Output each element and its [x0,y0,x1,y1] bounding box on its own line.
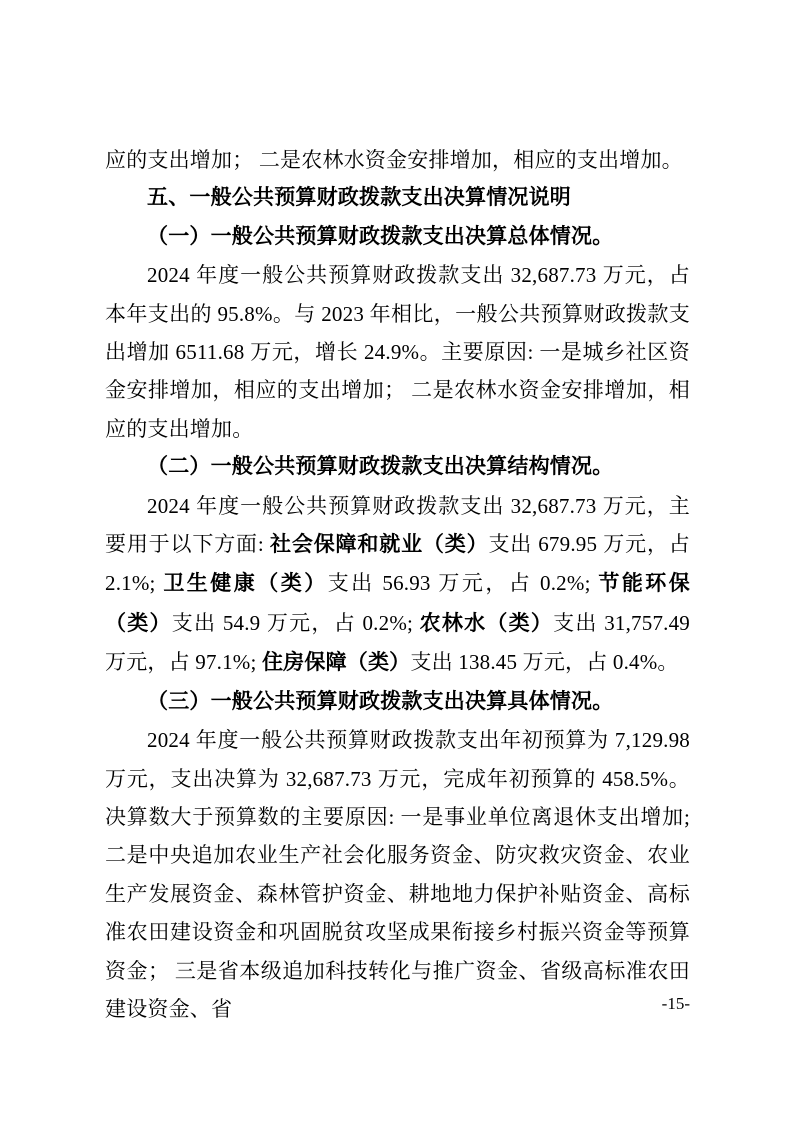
paragraph-specific-situation [105,721,690,1028]
section-heading-5 [105,179,690,217]
subsection-heading-1 [105,218,690,256]
text-run: 支出 56.93 万元，占 0.2%; [327,571,599,596]
text-run: （二）一般公共预算财政拨款支出决算结构情况。 [147,455,614,479]
text-run: 2024 年度一般公共预算财政拨款支出 32,687.73 万元，主要用于以下方面: [105,493,690,557]
page-number: -15- [661,994,690,1013]
text-run: 五、一般公共预算财政拨款支出决算情况说明 [147,186,571,210]
text-run: 应的支出增加； 二是农林水资金安排增加，相应的支出增加。 [105,148,683,172]
text-run: 支出 138.45 万元，占 0.4%。 [410,650,679,675]
text-run: （三）一般公共预算财政拨款支出决算具体情况。 [147,689,614,713]
text-run-bold: 卫生健康（类） [163,572,328,596]
text-run-bold: 住房保障（类） [261,651,411,675]
page-body [105,141,690,1028]
text-run: 支出 54.9 万元，占 0.2%; [171,610,420,635]
paragraph-continuation [105,141,690,179]
text-run-bold: 农林水（类） [419,611,554,635]
text-run: 2024 年度一般公共预算财政拨款支出年初预算为 7,129.98 万元，支出决算为 32,687.73 万元，完成年初预算的 458.5%。决算数大于预算数的主要原因: 一是事业单位离退休支出增加; 二是中央追加农业生产社会化服务资金、防灾救灾资金、农业生产发展资金、森林管护资金、耕地地力保护补贴资金、高标准农田建设资金和巩固脱贫攻坚成果衔接乡村振兴资金等预算资金； 三是省本级追加科技转化与推广资金、省级高标准农田建设资金、省 [105,728,690,1021]
paragraph-structure-situation [105,487,690,683]
text-run: 2024 年度一般公共预算财政拨款支出 32,687.73 万元，占本年支出的 95.8%。与 2023 年相比，一般公共预算财政拨款支出增加 6511.68 万元，增长 24.9%。主要原因: 一是城乡社区资金安排增加，相应的支出增加； 二是农林水资金安排增加，相应的支出增加。 [105,263,690,441]
text-run-bold: 节能环保（类） [105,572,690,635]
subsection-heading-2 [105,448,690,486]
text-run: 支出 679.95 万元，占 2.1%; [105,532,690,596]
paragraph-total-situation [105,256,690,448]
subsection-heading-3 [105,683,690,721]
text-run-bold: 社会保障和就业（类） [270,533,489,557]
text-run: 支出 31,757.49 万元，占 97.1%; [105,610,690,675]
text-run: （一）一般公共预算财政拨款支出决算总体情况。 [147,224,614,248]
